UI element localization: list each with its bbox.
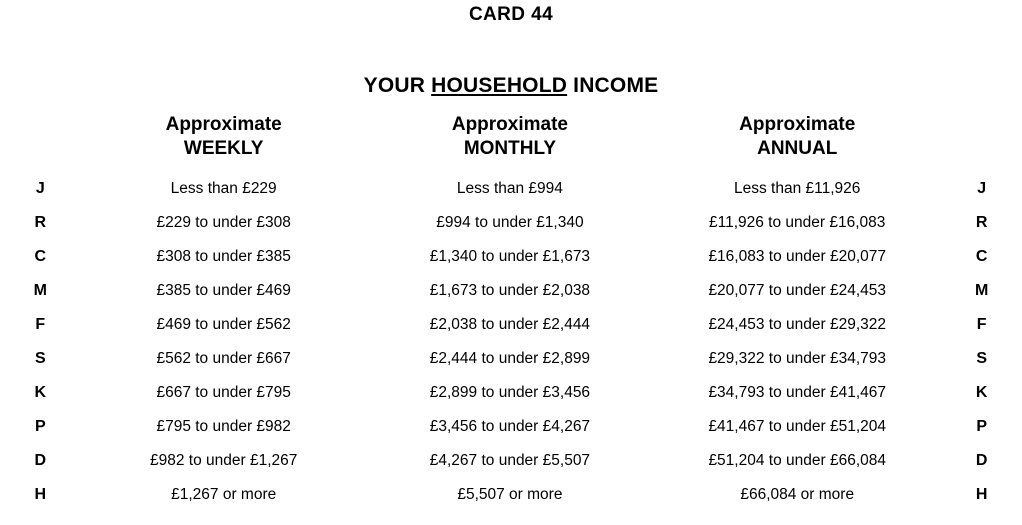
row-letter-right: C <box>975 248 988 266</box>
row-letter-left: F <box>35 316 46 334</box>
table-row <box>0 172 1022 206</box>
row-letter-left: M <box>33 282 47 300</box>
card-number-title: CARD 44 <box>468 4 554 25</box>
cell-monthly: £2,038 to under £2,444 <box>429 316 591 334</box>
cell-weekly: £385 to under £469 <box>156 282 291 300</box>
cell-weekly: £795 to under £982 <box>156 418 291 436</box>
row-letter-left: K <box>34 384 47 402</box>
cell-annual: £20,077 to under £24,453 <box>708 282 886 300</box>
row-letter-right: R <box>975 214 988 232</box>
table-row <box>0 274 1022 308</box>
row-letter-right: S <box>976 350 988 368</box>
row-letter-left: S <box>34 350 46 368</box>
page-title <box>0 74 1022 98</box>
cell-weekly: £308 to under £385 <box>156 248 291 266</box>
row-letter-left: D <box>34 452 47 470</box>
column-header-annual-line2: ANNUAL <box>757 137 838 159</box>
page-title-prefix: YOUR <box>363 74 432 97</box>
cell-annual: £16,083 to under £20,077 <box>708 248 886 266</box>
row-letter-right: F <box>976 316 987 334</box>
row-letter-right: J <box>977 180 987 198</box>
cell-annual: £51,204 to under £66,084 <box>708 452 886 470</box>
cell-weekly: £229 to under £308 <box>156 214 291 232</box>
cell-weekly: Less than £229 <box>170 180 277 198</box>
income-table <box>0 112 1022 512</box>
table-row <box>0 308 1022 342</box>
row-letter-left: J <box>35 180 45 198</box>
cell-monthly: £3,456 to under £4,267 <box>429 418 591 436</box>
cell-annual: £11,926 to under £16,083 <box>709 214 886 232</box>
cell-monthly: £1,340 to under £1,673 <box>429 248 591 266</box>
row-letter-left: P <box>34 418 46 436</box>
cell-weekly: £469 to under £562 <box>156 316 291 334</box>
column-header-weekly <box>81 112 367 172</box>
table-row <box>0 478 1022 512</box>
table-row <box>0 342 1022 376</box>
cell-annual: £66,084 or more <box>740 486 855 504</box>
column-header-monthly-line1: Approximate <box>451 114 568 135</box>
cell-monthly: £2,444 to under £2,899 <box>429 350 591 368</box>
cell-monthly: £2,899 to under £3,456 <box>429 384 591 402</box>
cell-weekly: £562 to under £667 <box>156 350 291 368</box>
table-body <box>0 172 1022 512</box>
column-header-annual-line1: Approximate <box>739 114 856 135</box>
row-letter-right: P <box>976 418 988 436</box>
column-header-annual <box>653 112 941 172</box>
row-letter-left: H <box>34 486 47 504</box>
row-letter-left: R <box>34 214 47 232</box>
column-header-monthly-line2: MONTHLY <box>463 137 557 159</box>
row-letter-left: C <box>34 248 47 266</box>
row-letter-right: D <box>975 452 988 470</box>
cell-weekly: £667 to under £795 <box>156 384 291 402</box>
table-row <box>0 444 1022 478</box>
page-title-underlined: HOUSEHOLD <box>431 74 568 97</box>
row-letter-right: K <box>975 384 988 402</box>
cell-weekly: £1,267 or more <box>171 486 277 504</box>
column-header-weekly-line1: Approximate <box>165 114 282 135</box>
table-row <box>0 376 1022 410</box>
cell-monthly: Less than £994 <box>456 180 563 198</box>
column-header-monthly <box>367 112 653 172</box>
cell-annual: £24,453 to under £29,322 <box>708 316 886 334</box>
cell-annual: £29,322 to under £34,793 <box>708 350 886 368</box>
table-row <box>0 410 1022 444</box>
cell-annual: £41,467 to under £51,204 <box>708 418 886 436</box>
cell-monthly: £1,673 to under £2,038 <box>429 282 591 300</box>
row-letter-right: H <box>975 486 988 504</box>
cell-weekly: £982 to under £1,267 <box>149 452 298 470</box>
column-header-left-letter <box>0 112 81 172</box>
table-header <box>0 112 1022 172</box>
card-page <box>0 4 1022 525</box>
table-row <box>0 240 1022 274</box>
row-letter-right: M <box>975 282 989 300</box>
cell-monthly: £994 to under £1,340 <box>436 214 584 232</box>
cell-annual: £34,793 to under £41,467 <box>708 384 886 402</box>
cell-annual: Less than £11,926 <box>734 180 861 198</box>
page-title-suffix: INCOME <box>567 74 659 97</box>
cell-monthly: £5,507 or more <box>457 486 563 504</box>
column-header-weekly-line2: WEEKLY <box>183 137 264 159</box>
cell-monthly: £4,267 to under £5,507 <box>429 452 591 470</box>
table-row <box>0 206 1022 240</box>
column-header-right-letter <box>941 112 1022 172</box>
table-header-row <box>0 112 1022 172</box>
